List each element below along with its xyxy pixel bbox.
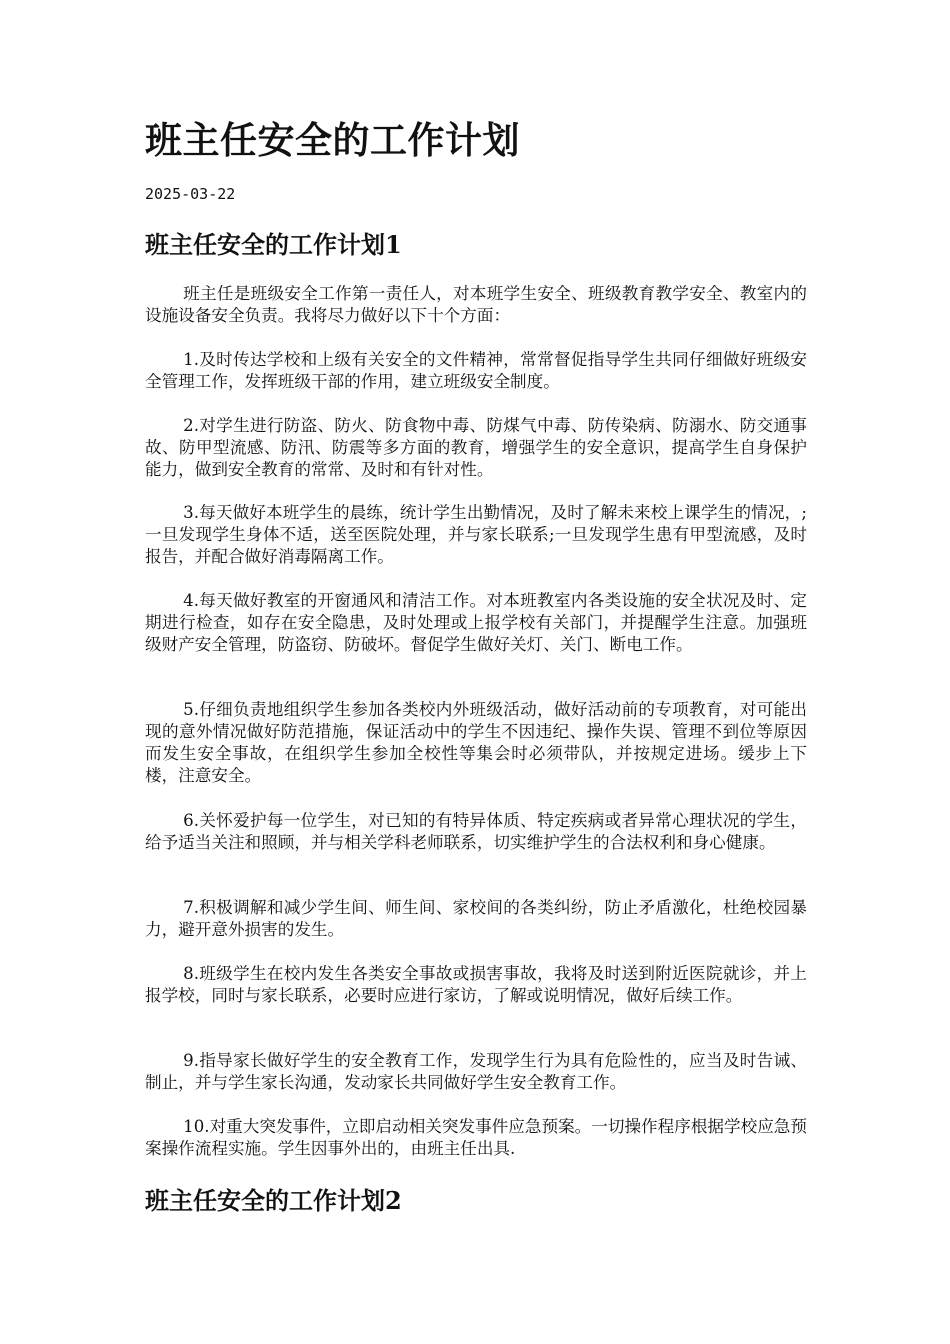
paragraph-item-7: 7.积极调解和减少学生间、师生间、家校间的各类纠纷，防止矛盾激化，杜绝校园暴力，避开意外损害的发生。 — [145, 898, 807, 939]
paragraph-item-1: 1.及时传达学校和上级有关安全的文件精神，常常督促指导学生共同仔细做好班级安全管理工作，发挥班级干部的作用，建立班级安全制度。 — [145, 350, 807, 391]
paragraph-item-2: 2.对学生进行防盗、防火、防食物中毒、防煤气中毒、防传染病、防溺水、防交通事故、防甲型流感、防汛、防震等多方面的教育，增强学生的安全意识，提高学生自身保护能力，做到安全教育的常常、及时和有针对性。 — [145, 416, 807, 479]
paragraph-item-4: 4.每天做好教室的开窗通风和清洁工作。对本班教室内各类设施的安全状况及时、定期进行检查，如存在安全隐患，及时处理或上报学校有关部门，并提醒学生注意。加强班级财产安全管理，防盗窃、防破坏。督促学生做好关灯、关门、断电工作。 — [145, 591, 807, 654]
paragraph-item-3: 3.每天做好本班学生的晨练，统计学生出勤情况，及时了解未来校上课学生的情况，;一旦发现学生身体不适，送至医院处理，并与家长联系;一旦发现学生患有甲型流感，及时报告，并配合做好消毒隔离工作。 — [145, 503, 807, 566]
paragraph-item-9: 9.指导家长做好学生的安全教育工作，发现学生行为具有危险性的，应当及时告诫、制止，并与学生家长沟通，发动家长共同做好学生安全教育工作。 — [145, 1051, 807, 1092]
section-heading-2: 班主任安全的工作计划2 — [145, 1186, 402, 1215]
document-title: 班主任安全的工作计划 — [145, 118, 520, 162]
publish-date: 2025-03-22 — [145, 185, 236, 203]
paragraph-item-8: 8.班级学生在校内发生各类安全事故或损害事故，我将及时送到附近医院就诊，并上报学校，同时与家长联系，必要时应进行家访，了解或说明情况，做好后续工作。 — [145, 964, 807, 1005]
paragraph-item-6: 6.关怀爱护每一位学生，对已知的有特异体质、特定疾病或者异常心理状况的学生，给予适当关注和照顾，并与相关学科老师联系，切实维护学生的合法权利和身心健康。 — [145, 811, 807, 852]
paragraph-intro: 班主任是班级安全工作第一责任人，对本班学生安全、班级教育教学安全、教室内的设施设备安全负责。我将尽力做好以下十个方面： — [145, 284, 807, 325]
paragraph-item-10: 10.对重大突发事件，立即启动相关突发事件应急预案。一切操作程序根据学校应急预案操作流程实施。学生因事外出的，由班主任出具. — [145, 1117, 807, 1158]
section-heading-1: 班主任安全的工作计划1 — [145, 230, 402, 259]
paragraph-item-5: 5.仔细负责地组织学生参加各类校内外班级活动，做好活动前的专项教育，对可能出现的意外情况做好防范措施，保证活动中的学生不因违纪、操作失误、管理不到位等原因而发生安全事故，在组织学生参加全校性等集会时必须带队，并按规定进场。缓步上下楼，注意安全。 — [145, 700, 807, 785]
